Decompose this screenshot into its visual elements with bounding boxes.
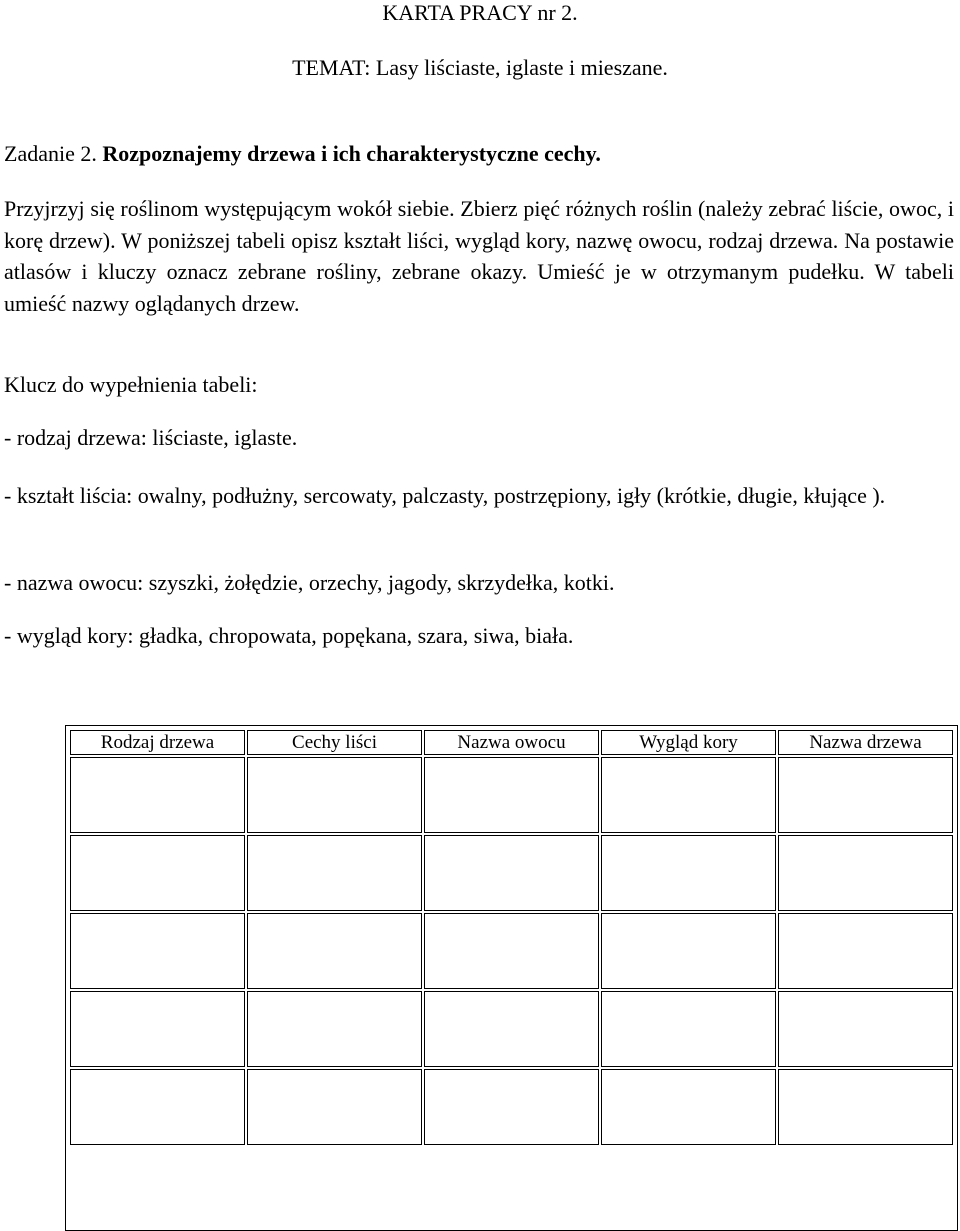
table-cell[interactable] (778, 757, 953, 833)
table-cell[interactable] (601, 757, 776, 833)
column-header-fruit-name: Nazwa owocu (424, 730, 599, 755)
table-cell[interactable] (424, 913, 599, 989)
worksheet-title: KARTA PRACY nr 2. (382, 0, 578, 25)
table-cell[interactable] (778, 1069, 953, 1145)
table-cell[interactable] (424, 835, 599, 911)
worksheet-topic: TEMAT: Lasy liściaste, iglaste i mieszane. (292, 55, 668, 80)
table-cell[interactable] (778, 835, 953, 911)
table-row (70, 991, 953, 1067)
task-prefix: Zadanie 2. (4, 141, 97, 166)
key-item-fruit-name: - nazwa owocu: szyszki, żołędzie, orzechy, jagody, skrzydełka, kotki. (4, 570, 615, 595)
column-header-leaf-features: Cechy liści (247, 730, 422, 755)
table-row (70, 1069, 953, 1145)
table-cell[interactable] (70, 1069, 245, 1145)
tree-table (65, 725, 958, 1231)
tree-table-grid (68, 728, 955, 1147)
table-cell[interactable] (424, 1069, 599, 1145)
table-cell[interactable] (247, 913, 422, 989)
table-cell[interactable] (424, 757, 599, 833)
table-row (70, 913, 953, 989)
table-cell[interactable] (247, 757, 422, 833)
column-header-tree-type: Rodzaj drzewa (70, 730, 245, 755)
table-cell[interactable] (70, 757, 245, 833)
table-cell[interactable] (70, 835, 245, 911)
key-item-bark-look: - wygląd kory: gładka, chropowata, popękana, szara, siwa, biała. (4, 623, 574, 648)
table-cell[interactable] (424, 991, 599, 1067)
column-header-bark-look: Wygląd kory (601, 730, 776, 755)
table-cell[interactable] (247, 991, 422, 1067)
table-cell[interactable] (601, 991, 776, 1067)
table-cell[interactable] (601, 913, 776, 989)
column-header-tree-name: Nazwa drzewa (778, 730, 953, 755)
table-cell[interactable] (247, 835, 422, 911)
table-cell[interactable] (601, 835, 776, 911)
table-cell[interactable] (247, 1069, 422, 1145)
key-item-leaf-shape: - kształt liścia: owalny, podłużny, sercowaty, palczasty, postrzępiony, igły (krótkie, długie, kłujące ). (4, 483, 886, 508)
table-row (70, 835, 953, 911)
table-cell[interactable] (778, 913, 953, 989)
table-cell[interactable] (70, 991, 245, 1067)
table-row (70, 757, 953, 833)
key-heading: Klucz do wypełnienia tabeli: (4, 372, 258, 397)
task-title: Rozpoznajemy drzewa i ich charakterystyczne cechy. (102, 141, 601, 166)
key-item-tree-type: - rodzaj drzewa: liściaste, iglaste. (4, 425, 298, 450)
table-cell[interactable] (70, 913, 245, 989)
table-cell[interactable] (601, 1069, 776, 1145)
task-instructions: Przyjrzyj się roślinom występującym wokół siebie. Zbierz pięć różnych roślin (należy zebrać liście, owoc, i korę drzew). W poniższej tabeli opisz kształt liści, wygląd kory, nazwę owocu, rodzaj drzewa. Na postawie atlasów i kluczy oznacz zebrane rośliny, zebrane okazy. Umieść je w otrzymanym pudełku. W tabeli umieść nazwy oglądanych drzew. (4, 196, 954, 316)
table-cell[interactable] (778, 991, 953, 1067)
table-body (70, 757, 953, 1145)
table-header-row (70, 730, 953, 755)
task-heading (4, 141, 601, 167)
